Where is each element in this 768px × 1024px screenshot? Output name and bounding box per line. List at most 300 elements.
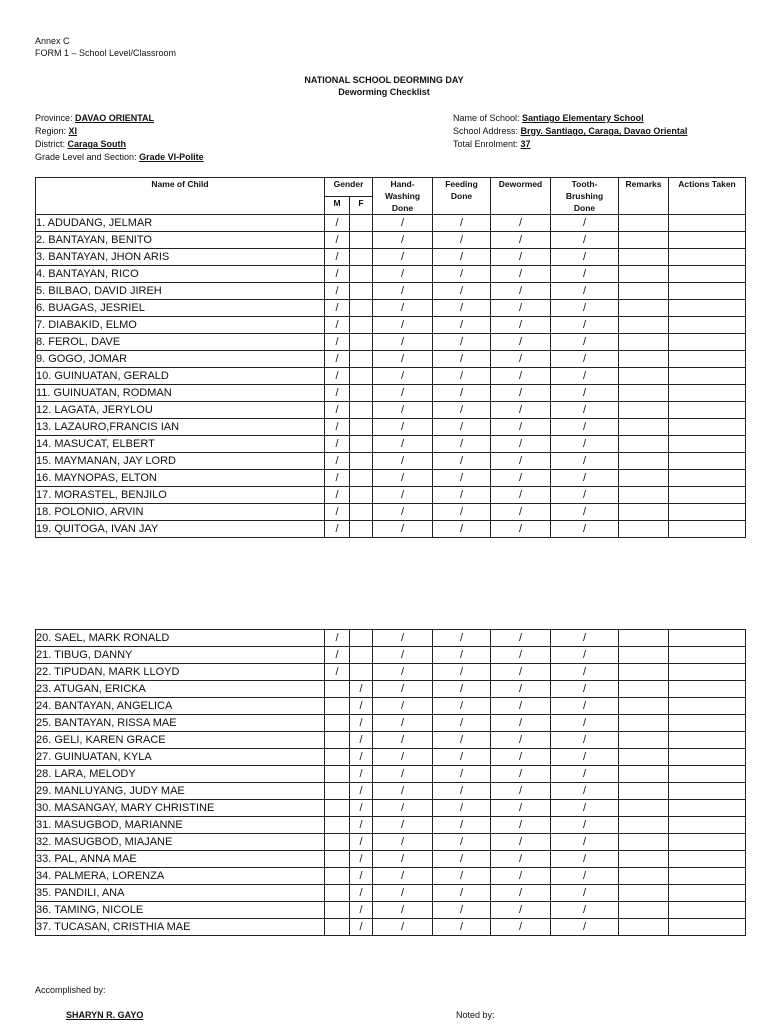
gender-m-mark: / — [325, 300, 350, 317]
remarks-cell — [619, 783, 669, 800]
gender-m-mark: / — [325, 436, 350, 453]
remarks-cell — [619, 317, 669, 334]
dewormed-mark: / — [491, 800, 551, 817]
toothbrushing-mark: / — [551, 419, 619, 436]
table-row — [36, 504, 746, 521]
gender-m-mark — [325, 885, 350, 902]
feeding-mark: / — [433, 368, 491, 385]
actions-cell — [669, 817, 746, 834]
remarks-cell — [619, 300, 669, 317]
dewormed-mark: / — [491, 783, 551, 800]
feeding-mark: / — [433, 868, 491, 885]
handwashing-mark: / — [373, 470, 433, 487]
gender-f-mark: / — [350, 817, 373, 834]
gender-f-mark: / — [350, 766, 373, 783]
dewormed-mark: / — [491, 817, 551, 834]
handwashing-mark: / — [373, 453, 433, 470]
feeding-mark: / — [433, 470, 491, 487]
gender-m-mark: / — [325, 630, 350, 647]
student-name: 30. MASANGAY, MARY CHRISTINE — [36, 800, 325, 817]
feeding-mark: / — [433, 453, 491, 470]
remarks-cell — [619, 664, 669, 681]
toothbrushing-mark: / — [551, 232, 619, 249]
gender-m-mark: / — [325, 402, 350, 419]
handwashing-mark: / — [373, 215, 433, 232]
table-row — [36, 385, 746, 402]
gender-m-mark: / — [325, 232, 350, 249]
table-row — [36, 470, 746, 487]
checklist-table-1 — [35, 177, 746, 538]
feeding-mark: / — [433, 902, 491, 919]
actions-cell — [669, 681, 746, 698]
gender-f-mark — [350, 521, 373, 538]
gender-f-mark — [350, 504, 373, 521]
gender-m-mark: / — [325, 283, 350, 300]
table-row — [36, 630, 746, 647]
toothbrushing-mark: / — [551, 283, 619, 300]
gender-m-mark: / — [325, 664, 350, 681]
dewormed-mark: / — [491, 317, 551, 334]
handwashing-mark: / — [373, 402, 433, 419]
gender-m-mark — [325, 817, 350, 834]
table-row — [36, 487, 746, 504]
gender-f-mark — [350, 232, 373, 249]
toothbrushing-mark: / — [551, 766, 619, 783]
actions-cell — [669, 919, 746, 936]
student-name: 17. MORASTEL, BENJILO — [36, 487, 325, 504]
remarks-cell — [619, 868, 669, 885]
toothbrushing-mark: / — [551, 783, 619, 800]
col-actions-header: Actions Taken — [669, 178, 746, 215]
signatory-name: SHARYN R. GAYO — [66, 1010, 144, 1020]
actions-cell — [669, 232, 746, 249]
table-row — [36, 351, 746, 368]
student-name: 32. MASUGBOD, MIAJANE — [36, 834, 325, 851]
gender-m-mark: / — [325, 419, 350, 436]
col-feeding-header: Feeding Done — [433, 178, 491, 215]
col-m-header: M — [325, 196, 350, 215]
dewormed-mark: / — [491, 902, 551, 919]
feeding-mark: / — [433, 715, 491, 732]
student-name: 11. GUINUATAN, RODMAN — [36, 385, 325, 402]
gender-f-mark: / — [350, 885, 373, 902]
toothbrushing-mark: / — [551, 317, 619, 334]
dewormed-mark: / — [491, 630, 551, 647]
actions-cell — [669, 249, 746, 266]
handwashing-mark: / — [373, 266, 433, 283]
student-name: 4. BANTAYAN, RICO — [36, 266, 325, 283]
feeding-mark: / — [433, 300, 491, 317]
table-row — [36, 453, 746, 470]
table-row — [36, 834, 746, 851]
table-row — [36, 817, 746, 834]
gender-m-mark — [325, 698, 350, 715]
dewormed-mark: / — [491, 851, 551, 868]
student-name: 24. BANTAYAN, ANGELICA — [36, 698, 325, 715]
table-row — [36, 749, 746, 766]
region-value: XI — [68, 126, 78, 136]
col-toothbrushing-header: Tooth- Brushing Done — [551, 178, 619, 215]
remarks-cell — [619, 681, 669, 698]
info-right — [453, 112, 687, 151]
table-row — [36, 902, 746, 919]
table-row — [36, 249, 746, 266]
toothbrushing-mark: / — [551, 681, 619, 698]
gender-f-mark: / — [350, 715, 373, 732]
gender-f-mark — [350, 436, 373, 453]
actions-cell — [669, 453, 746, 470]
gender-f-mark: / — [350, 783, 373, 800]
province-label: Province: — [35, 113, 76, 123]
toothbrushing-mark: / — [551, 334, 619, 351]
gender-f-mark — [350, 368, 373, 385]
table-row — [36, 868, 746, 885]
table-row — [36, 402, 746, 419]
actions-cell — [669, 504, 746, 521]
gender-m-mark: / — [325, 470, 350, 487]
remarks-cell — [619, 436, 669, 453]
address-line — [453, 125, 687, 138]
handwashing-mark: / — [373, 368, 433, 385]
dewormed-mark: / — [491, 232, 551, 249]
feeding-mark: / — [433, 436, 491, 453]
school-label: Name of School: — [453, 113, 523, 123]
toothbrushing-mark: / — [551, 834, 619, 851]
feeding-mark: / — [433, 766, 491, 783]
gender-m-mark — [325, 868, 350, 885]
dewormed-mark: / — [491, 647, 551, 664]
gender-f-mark: / — [350, 834, 373, 851]
gender-f-mark — [350, 351, 373, 368]
gender-m-mark: / — [325, 521, 350, 538]
handwashing-mark: / — [373, 249, 433, 266]
feeding-mark: / — [433, 800, 491, 817]
dewormed-mark: / — [491, 766, 551, 783]
toothbrushing-mark: / — [551, 749, 619, 766]
toothbrushing-mark: / — [551, 487, 619, 504]
actions-cell — [669, 266, 746, 283]
student-name: 31. MASUGBOD, MARIANNE — [36, 817, 325, 834]
grade-line — [35, 151, 204, 164]
remarks-cell — [619, 419, 669, 436]
handwashing-mark: / — [373, 647, 433, 664]
student-name: 5. BILBAO, DAVID JIREH — [36, 283, 325, 300]
gender-f-mark — [350, 647, 373, 664]
feeding-mark: / — [433, 630, 491, 647]
handwashing-mark: / — [373, 868, 433, 885]
remarks-cell — [619, 470, 669, 487]
remarks-cell — [619, 385, 669, 402]
col-f-header: F — [350, 196, 373, 215]
handwashing-mark: / — [373, 902, 433, 919]
toothbrushing-mark: / — [551, 385, 619, 402]
gender-f-mark — [350, 283, 373, 300]
table-row — [36, 851, 746, 868]
gender-m-mark: / — [325, 266, 350, 283]
gender-f-mark — [350, 453, 373, 470]
table-row — [36, 919, 746, 936]
dewormed-mark: / — [491, 681, 551, 698]
table-row — [36, 732, 746, 749]
feeding-mark: / — [433, 334, 491, 351]
gender-m-mark: / — [325, 504, 350, 521]
table-row — [36, 215, 746, 232]
remarks-cell — [619, 766, 669, 783]
student-name: 9. GOGO, JOMAR — [36, 351, 325, 368]
feeding-mark: / — [433, 317, 491, 334]
actions-cell — [669, 851, 746, 868]
toothbrushing-mark: / — [551, 521, 619, 538]
remarks-cell — [619, 919, 669, 936]
dewormed-mark: / — [491, 266, 551, 283]
dewormed-mark: / — [491, 453, 551, 470]
actions-cell — [669, 630, 746, 647]
gender-f-mark: / — [350, 851, 373, 868]
student-name: 8. FEROL, DAVE — [36, 334, 325, 351]
col-handwashing-header: Hand- Washing Done — [373, 178, 433, 215]
table-row — [36, 783, 746, 800]
handwashing-mark: / — [373, 834, 433, 851]
handwashing-mark: / — [373, 851, 433, 868]
dewormed-mark: / — [491, 504, 551, 521]
gender-m-mark — [325, 749, 350, 766]
handwashing-mark: / — [373, 800, 433, 817]
remarks-cell — [619, 504, 669, 521]
remarks-cell — [619, 402, 669, 419]
student-name: 28. LARA, MELODY — [36, 766, 325, 783]
table-row — [36, 681, 746, 698]
gender-f-mark: / — [350, 868, 373, 885]
feeding-mark: / — [433, 749, 491, 766]
actions-cell — [669, 664, 746, 681]
handwashing-mark: / — [373, 817, 433, 834]
toothbrushing-mark: / — [551, 630, 619, 647]
dewormed-mark: / — [491, 385, 551, 402]
remarks-cell — [619, 885, 669, 902]
gender-m-mark — [325, 851, 350, 868]
toothbrushing-mark: / — [551, 300, 619, 317]
feeding-mark: / — [433, 249, 491, 266]
remarks-cell — [619, 334, 669, 351]
actions-cell — [669, 521, 746, 538]
actions-cell — [669, 334, 746, 351]
student-name: 25. BANTAYAN, RISSA MAE — [36, 715, 325, 732]
table-row — [36, 800, 746, 817]
table-row — [36, 664, 746, 681]
remarks-cell — [619, 453, 669, 470]
toothbrushing-mark: / — [551, 732, 619, 749]
feeding-mark: / — [433, 266, 491, 283]
document-subtitle: Deworming Checklist — [338, 87, 430, 97]
student-name: 36. TAMING, NICOLE — [36, 902, 325, 919]
remarks-cell — [619, 698, 669, 715]
student-name: 22. TIPUDAN, MARK LLOYD — [36, 664, 325, 681]
school-line — [453, 112, 687, 125]
actions-cell — [669, 800, 746, 817]
gender-m-mark: / — [325, 453, 350, 470]
toothbrushing-mark: / — [551, 885, 619, 902]
gender-m-mark — [325, 902, 350, 919]
actions-cell — [669, 766, 746, 783]
handwashing-mark: / — [373, 300, 433, 317]
table-row — [36, 647, 746, 664]
dewormed-mark: / — [491, 436, 551, 453]
table-row — [36, 232, 746, 249]
region-line — [35, 125, 204, 138]
dewormed-mark: / — [491, 834, 551, 851]
gender-f-mark — [350, 402, 373, 419]
remarks-cell — [619, 487, 669, 504]
gender-m-mark: / — [325, 215, 350, 232]
noted-by-label: Noted by: — [456, 1010, 495, 1020]
gender-m-mark — [325, 715, 350, 732]
feeding-mark: / — [433, 783, 491, 800]
actions-cell — [669, 715, 746, 732]
gender-f-mark — [350, 334, 373, 351]
province-value: DAVAO ORIENTAL — [75, 113, 155, 123]
student-name: 26. GELI, KAREN GRACE — [36, 732, 325, 749]
table-row — [36, 283, 746, 300]
toothbrushing-mark: / — [551, 868, 619, 885]
district-label: District: — [35, 139, 68, 149]
actions-cell — [669, 647, 746, 664]
table-row — [36, 521, 746, 538]
toothbrushing-mark: / — [551, 402, 619, 419]
actions-cell — [669, 317, 746, 334]
gender-f-mark — [350, 470, 373, 487]
info-left — [35, 112, 204, 164]
remarks-cell — [619, 630, 669, 647]
student-name: 21. TIBUG, DANNY — [36, 647, 325, 664]
actions-cell — [669, 783, 746, 800]
grade-label: Grade Level and Section: — [35, 152, 140, 162]
toothbrushing-mark: / — [551, 249, 619, 266]
gender-m-mark: / — [325, 647, 350, 664]
feeding-mark: / — [433, 817, 491, 834]
student-name: 15. MAYMANAN, JAY LORD — [36, 453, 325, 470]
dewormed-mark: / — [491, 732, 551, 749]
dewormed-mark: / — [491, 868, 551, 885]
address-value: Brgy. Santiago, Caraga, Davao Oriental — [520, 126, 688, 136]
feeding-mark: / — [433, 215, 491, 232]
document-header — [35, 35, 176, 59]
actions-cell — [669, 749, 746, 766]
dewormed-mark: / — [491, 283, 551, 300]
handwashing-mark: / — [373, 630, 433, 647]
student-name: 20. SAEL, MARK RONALD — [36, 630, 325, 647]
table-row — [36, 419, 746, 436]
actions-cell — [669, 436, 746, 453]
gender-m-mark — [325, 834, 350, 851]
actions-cell — [669, 885, 746, 902]
handwashing-mark: / — [373, 681, 433, 698]
table-row — [36, 317, 746, 334]
document-title: NATIONAL SCHOOL DEORMING DAY — [304, 75, 464, 85]
student-name: 29. MANLUYANG, JUDY MAE — [36, 783, 325, 800]
gender-m-mark — [325, 766, 350, 783]
dewormed-mark: / — [491, 249, 551, 266]
handwashing-mark: / — [373, 664, 433, 681]
toothbrushing-mark: / — [551, 368, 619, 385]
actions-cell — [669, 487, 746, 504]
table-row — [36, 715, 746, 732]
student-name: 27. GUINUATAN, KYLA — [36, 749, 325, 766]
handwashing-mark: / — [373, 698, 433, 715]
toothbrushing-mark: / — [551, 919, 619, 936]
gender-m-mark: / — [325, 487, 350, 504]
student-name: 37. TUCASAN, CRISTHIA MAE — [36, 919, 325, 936]
actions-cell — [669, 868, 746, 885]
gender-f-mark — [350, 630, 373, 647]
dewormed-mark: / — [491, 885, 551, 902]
checklist-table-2 — [35, 629, 746, 936]
remarks-cell — [619, 249, 669, 266]
table-row — [36, 266, 746, 283]
gender-m-mark — [325, 681, 350, 698]
district-line — [35, 138, 204, 151]
toothbrushing-mark: / — [551, 504, 619, 521]
remarks-cell — [619, 851, 669, 868]
remarks-cell — [619, 283, 669, 300]
table-row — [36, 368, 746, 385]
dewormed-mark: / — [491, 749, 551, 766]
actions-cell — [669, 732, 746, 749]
student-name: 19. QUITOGA, IVAN JAY — [36, 521, 325, 538]
dewormed-mark: / — [491, 334, 551, 351]
toothbrushing-mark: / — [551, 800, 619, 817]
col-name-header: Name of Child — [36, 178, 325, 215]
feeding-mark: / — [433, 521, 491, 538]
actions-cell — [669, 834, 746, 851]
dewormed-mark: / — [491, 521, 551, 538]
gender-f-mark: / — [350, 698, 373, 715]
toothbrushing-mark: / — [551, 902, 619, 919]
gender-m-mark — [325, 800, 350, 817]
gender-f-mark — [350, 317, 373, 334]
feeding-mark: / — [433, 885, 491, 902]
dewormed-mark: / — [491, 664, 551, 681]
student-name: 14. MASUCAT, ELBERT — [36, 436, 325, 453]
dewormed-mark: / — [491, 215, 551, 232]
toothbrushing-mark: / — [551, 453, 619, 470]
actions-cell — [669, 402, 746, 419]
student-name: 34. PALMERA, LORENZA — [36, 868, 325, 885]
feeding-mark: / — [433, 351, 491, 368]
remarks-cell — [619, 715, 669, 732]
dewormed-mark: / — [491, 300, 551, 317]
gender-m-mark: / — [325, 317, 350, 334]
toothbrushing-mark: / — [551, 647, 619, 664]
remarks-cell — [619, 215, 669, 232]
table-row — [36, 436, 746, 453]
student-name: 33. PAL, ANNA MAE — [36, 851, 325, 868]
handwashing-mark: / — [373, 419, 433, 436]
feeding-mark: / — [433, 919, 491, 936]
feeding-mark: / — [433, 504, 491, 521]
student-name: 12. LAGATA, JERYLOU — [36, 402, 325, 419]
grade-value: Grade VI-Polite — [139, 152, 204, 162]
form-label: FORM 1 – School Level/Classroom — [35, 48, 177, 58]
enrolment-label: Total Enrolment: — [453, 139, 521, 149]
toothbrushing-mark: / — [551, 266, 619, 283]
student-name: 2. BANTAYAN, BENITO — [36, 232, 325, 249]
province-line — [35, 112, 204, 125]
region-label: Region: — [35, 126, 69, 136]
remarks-cell — [619, 368, 669, 385]
feeding-mark: / — [433, 385, 491, 402]
gender-f-mark — [350, 664, 373, 681]
gender-f-mark: / — [350, 800, 373, 817]
